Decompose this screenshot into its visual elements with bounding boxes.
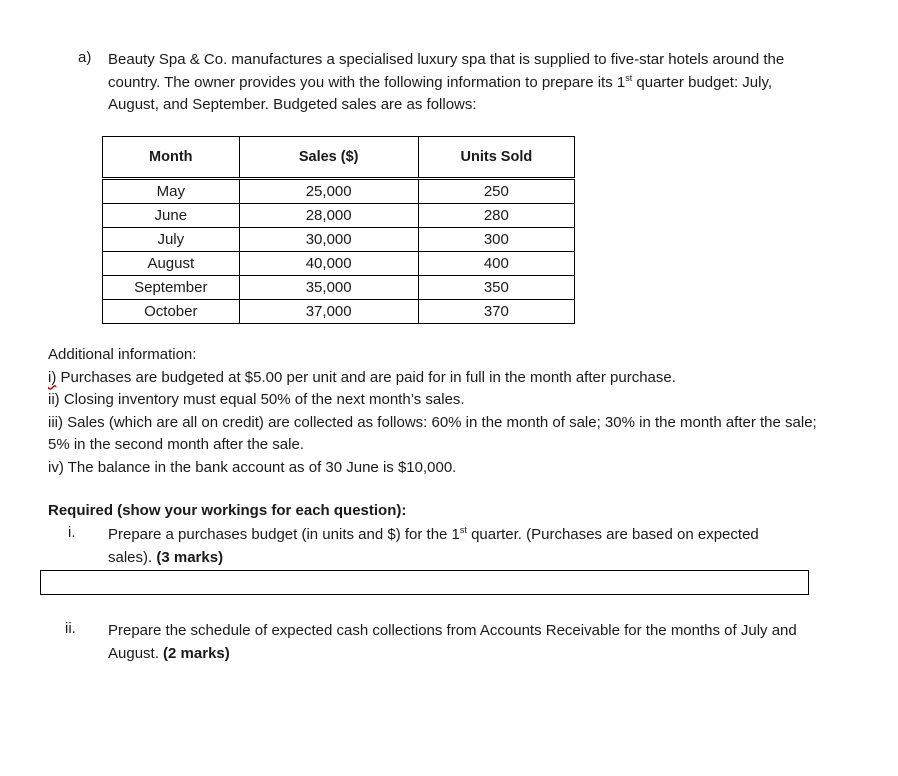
question-1-number: i.: [68, 524, 76, 541]
cell-sales: 35,000: [239, 276, 418, 300]
question-2-text: Prepare the schedule of expected cash collections from Accounts Receivable for the months of July and August. (2 marks): [108, 622, 797, 662]
cell-month: July: [103, 228, 240, 252]
cell-sales: 28,000: [239, 204, 418, 228]
question-2-marks: (2 marks): [163, 644, 230, 662]
cell-units: 280: [418, 204, 574, 228]
cell-sales: 30,000: [239, 228, 418, 252]
cell-month: August: [103, 252, 240, 276]
cell-sales: 25,000: [239, 179, 418, 204]
answer-input-box[interactable]: [40, 570, 809, 595]
additional-item-2: ii) Closing inventory must equal 50% of the next month’s sales.: [48, 391, 465, 408]
table-header-row: [103, 137, 575, 179]
question-1-marks: (3 marks): [156, 548, 224, 566]
table-row: [103, 204, 575, 228]
cell-units: 300: [418, 228, 574, 252]
cell-month: May: [103, 179, 240, 204]
header-units: Units Sold: [418, 137, 574, 179]
cell-month: September: [103, 276, 240, 300]
table-row: [103, 252, 575, 276]
superscript: st: [625, 72, 633, 83]
additional-heading: Additional information:: [48, 346, 197, 363]
sales-table: [102, 136, 575, 324]
additional-information: [48, 344, 818, 479]
additional-item-3: iii) Sales (which are all on credit) are collected as follows: 60% in the month of sale; 30% in the month after the sale; 5% in the second month after the sale.: [48, 413, 817, 453]
cell-month: October: [103, 300, 240, 324]
table-row: [103, 179, 575, 204]
superscript: st: [459, 525, 467, 535]
header-sales: Sales ($): [239, 137, 418, 179]
cell-units: 370: [418, 300, 574, 324]
additional-item-1: i) Purchases are budgeted at $5.00 per unit and are paid for in full in the month after purchase.: [48, 368, 676, 386]
required-heading: Required (show your workings for each question):: [48, 502, 407, 519]
cell-sales: 40,000: [239, 252, 418, 276]
cell-units: 250: [418, 179, 574, 204]
question-marker: a): [78, 49, 92, 66]
additional-item-4: iv) The balance in the bank account as of 30 June is $10,000.: [48, 458, 457, 476]
cell-units: 400: [418, 252, 574, 276]
intro-paragraph: Beauty Spa & Co. manufactures a specialised luxury spa that is supplied to five-star hotels around the country. The owner provides you with the following information to prepare its 1st quarter budget: July, August, and September. Budgeted sales are as follows:: [108, 51, 785, 113]
question-1-text: Prepare a purchases budget (in units and $) for the 1st quarter. (Purchases are based on expected sales). (3 marks): [108, 525, 759, 566]
table-row: [103, 276, 575, 300]
cell-sales: 37,000: [239, 300, 418, 324]
cell-units: 350: [418, 276, 574, 300]
table-row: [103, 300, 575, 324]
cell-month: June: [103, 204, 240, 228]
table-row: [103, 228, 575, 252]
header-month: Month: [103, 137, 240, 179]
question-2-number: ii.: [65, 620, 76, 637]
